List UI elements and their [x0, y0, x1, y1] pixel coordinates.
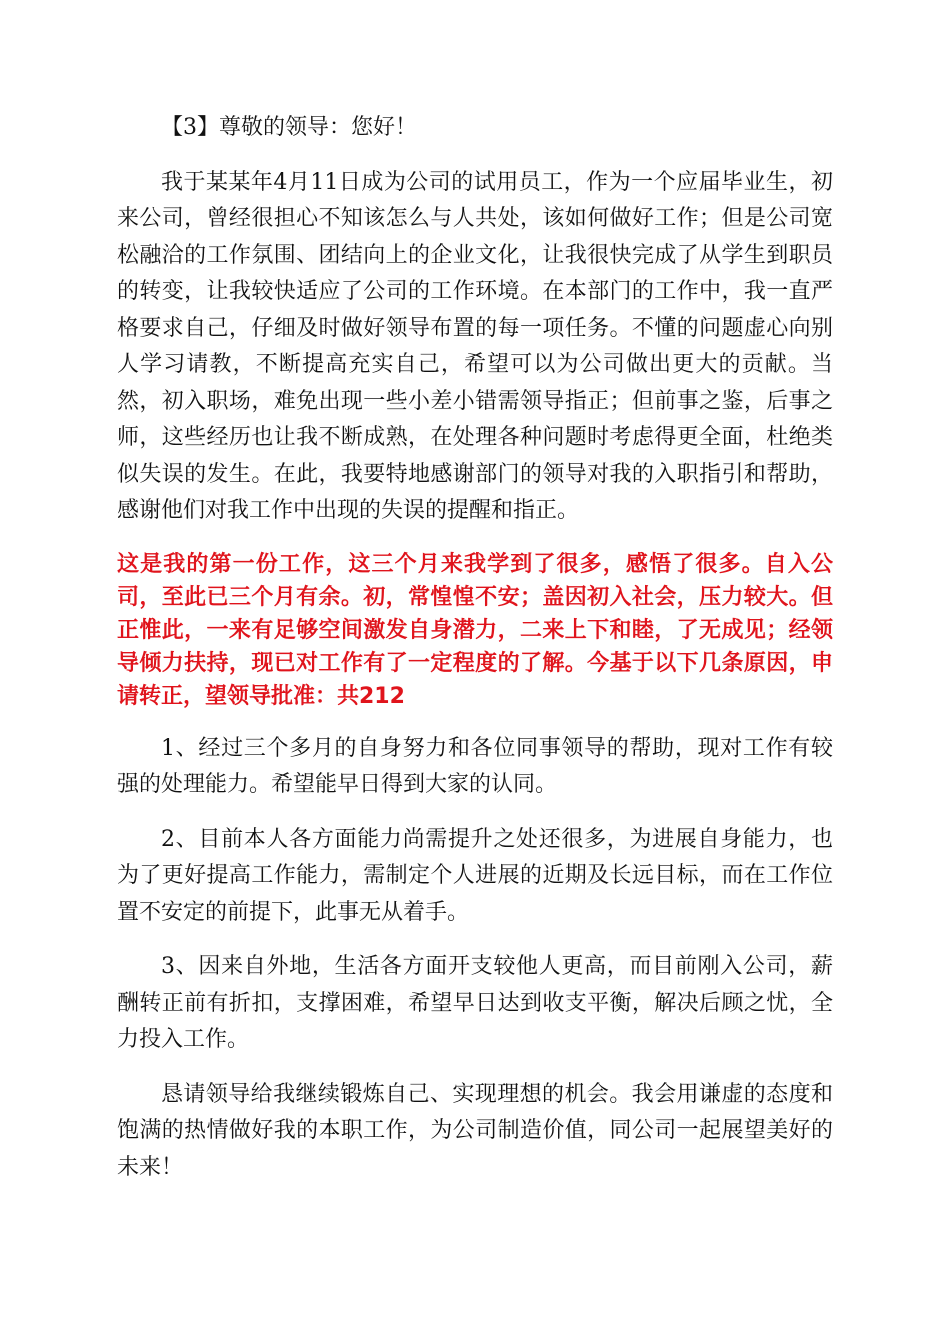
document-body [117, 110, 833, 1204]
intro-paragraph: 我于某某年4月11日成为公司的试用员工，作为一个应届毕业生，初来公司，曾经很担心不知该怎么与人共处，该如何做好工作；但是公司宽松融洽的工作氛围、团结向上的企业文化，让我很快完成了从学生到职员的转变，让我较快适应了公司的工作环境。在本部门的工作中，我一直严格要求自己，仔细及时做好领导布置的每一项任务。不懂的问题虚心向别人学习请教，不断提高充实自己，希望可以为公司做出更大的贡献。当然，初入职场，难免出现一些小差小错需领导指正；但前事之鉴，后事之师，这些经历也让我不断成熟，在处理各种问题时考虑得更全面，杜绝类似失误的发生。在此，我要特地感谢部门的领导对我的入职指引和帮助，感谢他们对我工作中出现的失误的提醒和指正。 [117, 169, 833, 523]
highlighted-paragraph: 这是我的第一份工作，这三个月来我学到了很多，感悟了很多。自入公司，至此已三个月有余。初，常惶惶不安；盖因初入社会，压力较大。但正惟此，一来有足够空间激发自身潜力，二来上下和睦，了无成见；经领导倾力扶持，现已对工作有了一定程度的了解。今基于以下几条原因，申请转正，望领导批准：共212 [117, 551, 833, 709]
reason-paragraph-1: 1、经过三个多月的自身努力和各位同事领导的帮助，现对工作有较强的处理能力。希望能早日得到大家的认同。 [117, 735, 833, 797]
reason-paragraph-3: 3、因来自外地，生活各方面开支较他人更高，而目前刚入公司，薪酬转正前有折扣，支撑困难，希望早日达到收支平衡，解决后顾之忧，全力投入工作。 [117, 954, 833, 1052]
closing-paragraph: 恳请领导给我继续锻炼自己、实现理想的机会。我会用谦虚的态度和饱满的热情做好我的本职工作，为公司制造价值，同公司一起展望美好的未来！ [117, 1081, 833, 1180]
salutation-heading: 【3】尊敬的领导：您好！ [161, 115, 417, 140]
reason-paragraph-2: 2、目前本人各方面能力尚需提升之处还很多，为进展自身能力，也为了更好提高工作能力，需制定个人进展的近期及长远目标，而在工作位置不安定的前提下，此事无从着手。 [117, 826, 833, 925]
